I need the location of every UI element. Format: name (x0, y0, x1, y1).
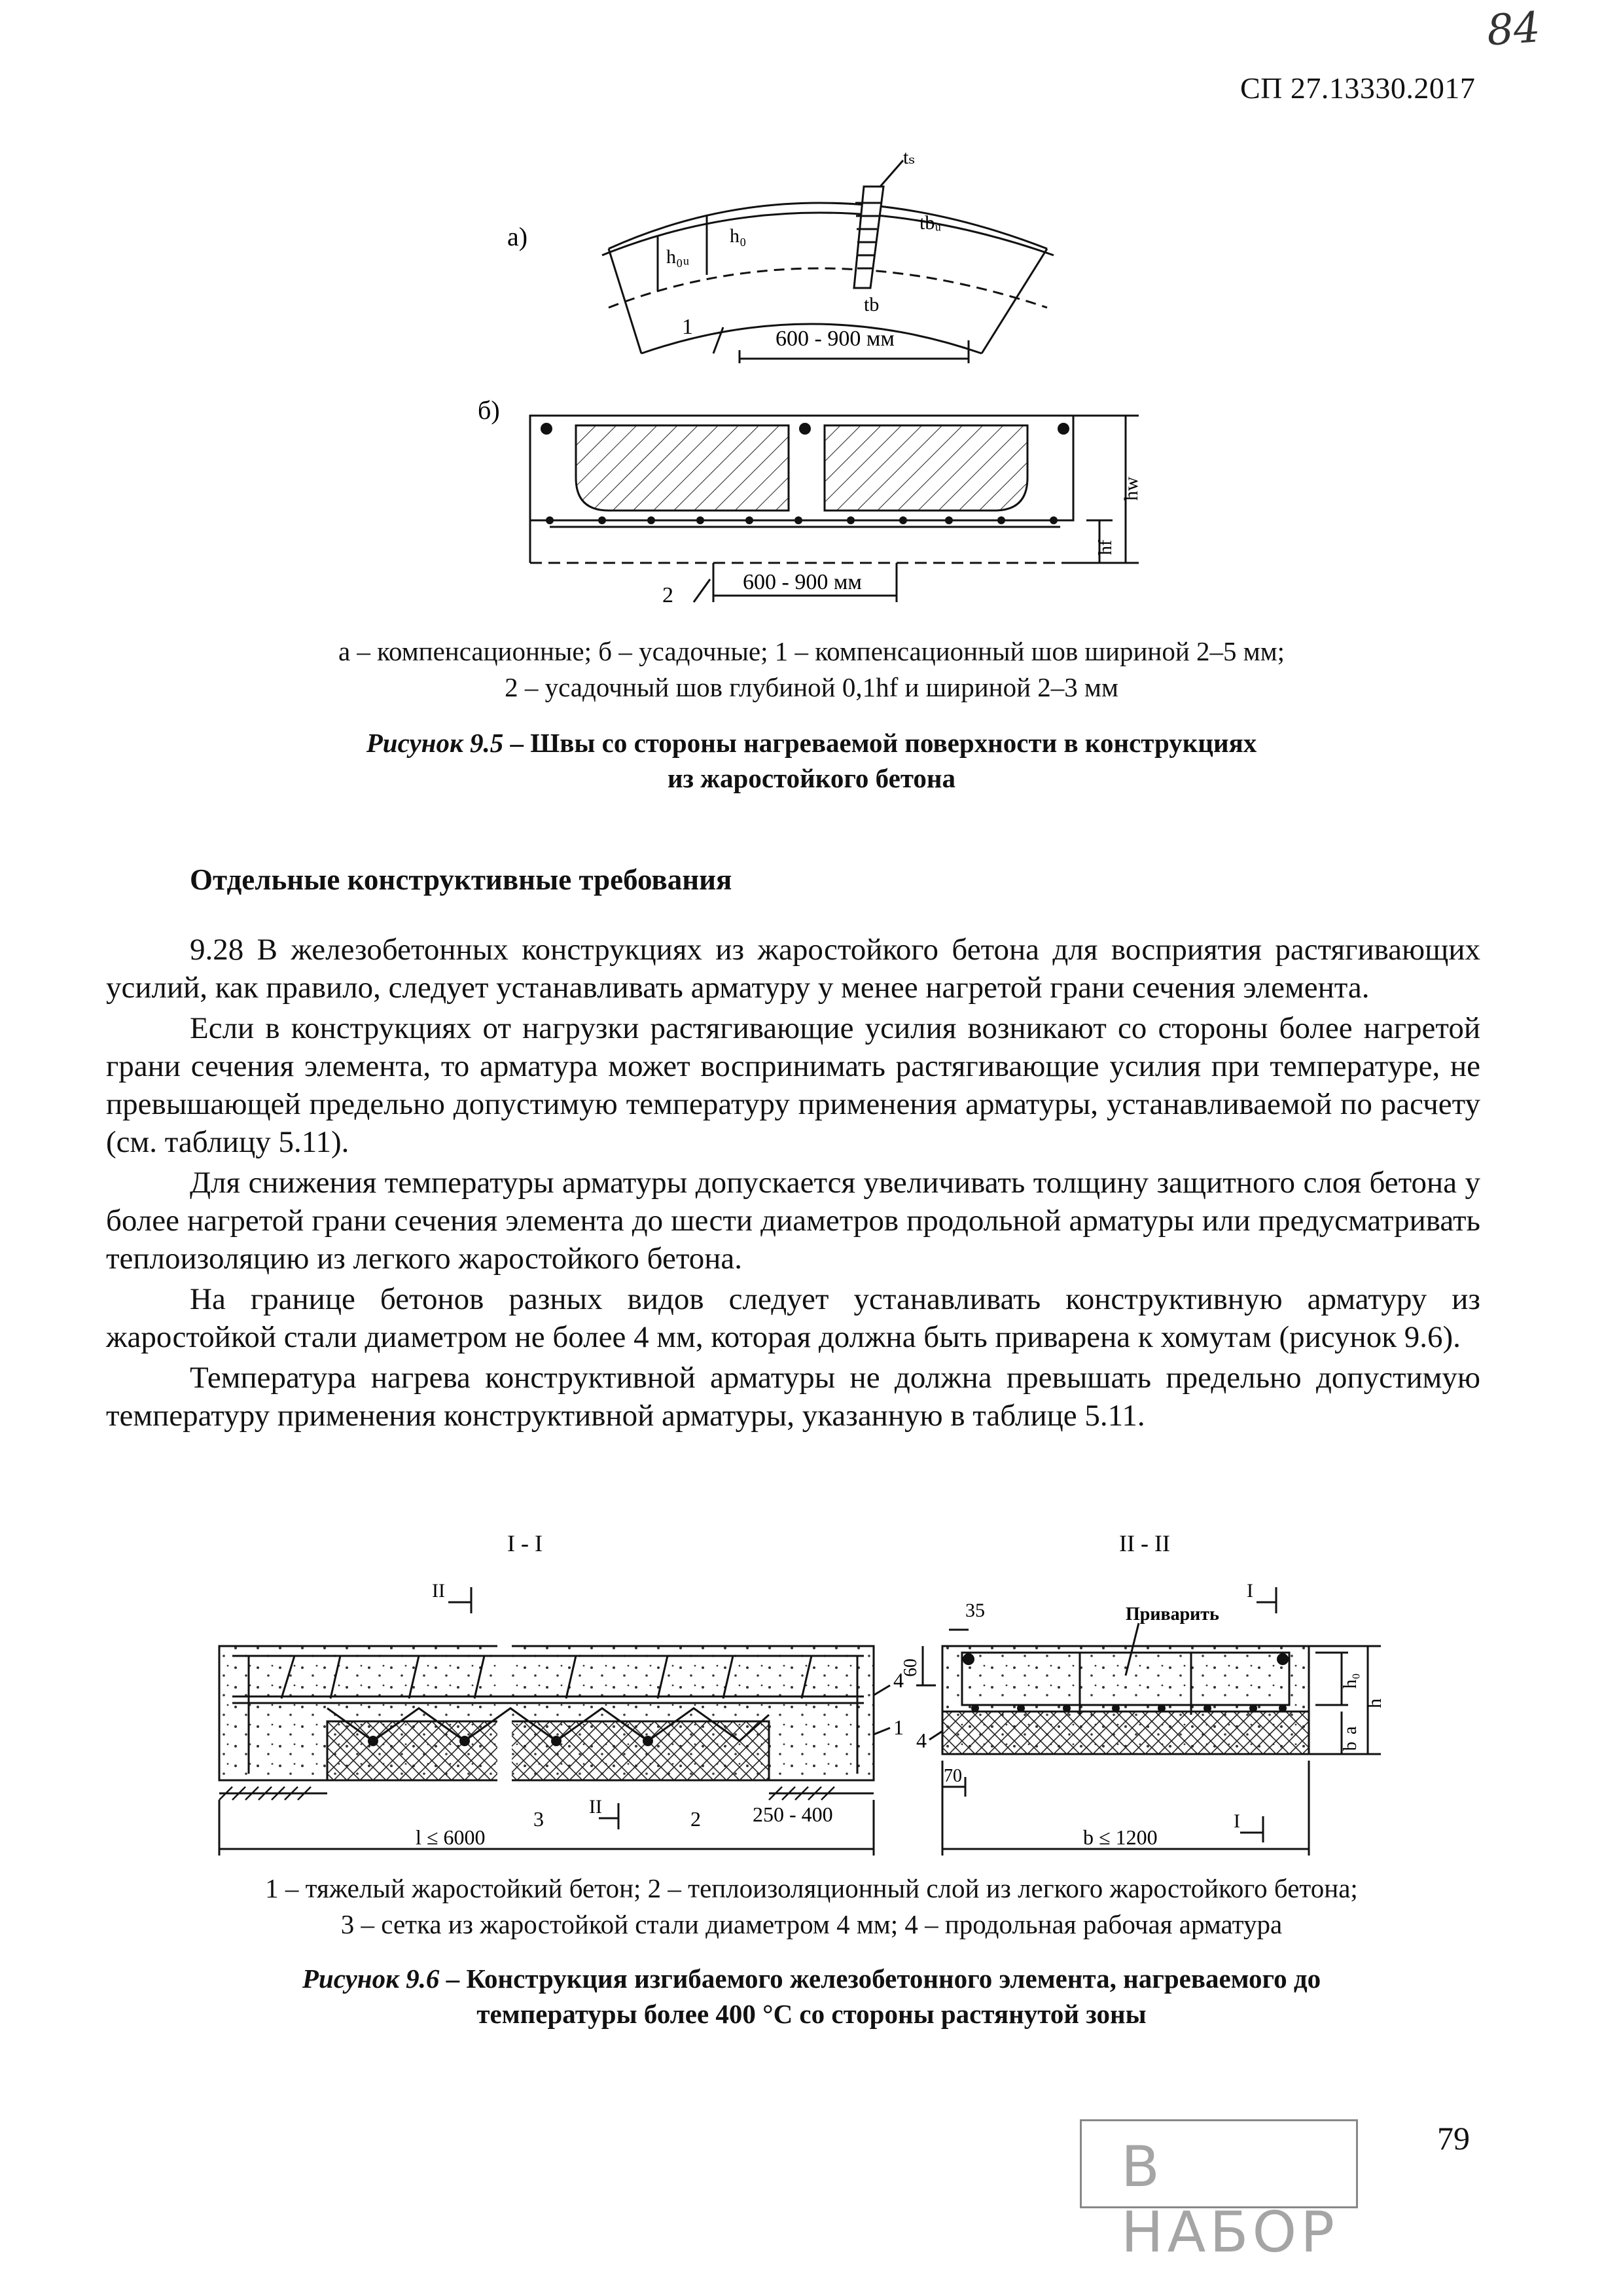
figure-9-5-drawing (478, 144, 1198, 615)
figure-9-5-legend (196, 634, 1427, 706)
section-II-II-label: II - II (1119, 1530, 1170, 1556)
dimension-support: 250 - 400 (753, 1803, 833, 1826)
document-code: СП 27.13330.2017 (1240, 71, 1476, 105)
legend-line: 2 – усадочный шов глубиной 0,1hf и шириной 2–3 мм (505, 672, 1118, 702)
handwritten-page-mark: 84 (1485, 3, 1542, 56)
callout-1: 1 (893, 1715, 904, 1739)
figure-9-6-legend (196, 1871, 1427, 1943)
figure-title-text: – Конструкция изгибаемого железобетонного элемента, нагреваемого до (439, 1964, 1321, 1994)
callout-4: 4 (893, 1668, 904, 1692)
label-h0: h₀ (730, 225, 747, 247)
weld-note: Приварить (1126, 1604, 1219, 1624)
section-I-I-label: I - I (507, 1530, 543, 1556)
label-b: b (1340, 1742, 1361, 1751)
paragraph: Если в конструкциях от нагрузки растягивающие усилия возникают со стороны более нагретой грани сечения элемента, то арматура может воспринимать растягивающие усилия при температуре, не превышающей предельно допустимую температуру применения арматуры, устанавливаемой по расчету (см. таблицу 5.11). (106, 1011, 1480, 1159)
page-number: 79 (1437, 2120, 1470, 2157)
figure-title-text: – Швы со стороны нагреваемой поверхности в конструкциях (503, 728, 1257, 758)
figure-title-text: температуры более 400 °С со стороны растянутой зоны (476, 1999, 1147, 2029)
cut-marker-I-bottom: I (1234, 1810, 1240, 1832)
dimension-b: 600 - 900 мм (743, 570, 862, 594)
callout-2: 2 (662, 583, 673, 607)
section-body (106, 931, 1480, 1437)
legend-line: а – компенсационные; б – усадочные; 1 – компенсационный шов шириной 2–5 мм; (338, 636, 1285, 666)
dimension-60: 60 (901, 1659, 921, 1677)
paragraph: Для снижения температуры арматуры допускается увеличивать толщину защитного слоя бетона у более нагретой грани сечения элемента до шести диаметров продольной арматуры или предусматривать теплоизоляцию из легкого жаростойкого бетона. (106, 1166, 1480, 1276)
label-hw: hw (1120, 476, 1142, 501)
section-II-II-beam (916, 1587, 1381, 1856)
cut-marker-II-top: II (432, 1580, 445, 1602)
label-h0u: h₀ᵤ (666, 246, 690, 268)
paragraph: 9.28 В железобетонных конструкциях из жаростойкого бетона для восприятия растягивающих усилий, как правило, следует устанавливать арматуру у менее нагретой грани сечения элемента. (106, 933, 1480, 1005)
paragraph: Температура нагрева конструктивной арматуры не должна превышать предельно допустимую температуру применения конструктивной арматуры, указанную в таблице 5.11. (106, 1361, 1480, 1433)
dimension-70: 70 (944, 1766, 962, 1786)
dimension-35: 35 (965, 1600, 985, 1621)
legend-line: 1 – тяжелый жаростойкий бетон; 2 – теплоизоляционный слой из легкого жаростойкого бетона; (265, 1873, 1358, 1903)
label-h: h (1364, 1698, 1385, 1708)
callout-2: 2 (690, 1807, 701, 1831)
print-stamp (1080, 2119, 1358, 2265)
label-a: a (1340, 1726, 1361, 1734)
label-tbu: tbᵤ (919, 212, 942, 234)
paragraph: На границе бетонов разных видов следует устанавливать конструктивную арматуру из жаростойкой стали диаметром не более 4 мм, которая должна быть приварена к хомутам (рисунок 9.6). (106, 1282, 1480, 1354)
dimension-length: l ≤ 6000 (416, 1825, 486, 1849)
cut-marker-I-top: I (1247, 1580, 1253, 1602)
label-h0: h₀ (1340, 1673, 1361, 1689)
label-hf: hf (1096, 539, 1116, 555)
figure-number: Рисунок 9.5 (366, 728, 504, 758)
cut-marker-II-bottom: II (589, 1796, 602, 1818)
figure-number: Рисунок 9.6 (302, 1964, 440, 1994)
callout-3: 3 (533, 1807, 544, 1831)
dimension-a: 600 - 900 мм (776, 327, 895, 351)
legend-line: 3 – сетка из жаростойкой стали диаметром 4 мм; 4 – продольная рабочая арматура (340, 1909, 1283, 1939)
section-heading: Отдельные конструктивные требования (190, 863, 732, 896)
figure-title-text: из жаростойкого бетона (667, 763, 956, 793)
panel-b-label: б) (478, 395, 500, 425)
callout-4-right: 4 (916, 1729, 927, 1752)
dimension-width: b ≤ 1200 (1083, 1825, 1158, 1849)
callout-1: 1 (682, 315, 693, 339)
panel-a-label: а) (507, 222, 528, 251)
figure-9-6-title (196, 1961, 1427, 2032)
stamp-text: В НАБОР (1121, 2134, 1339, 2265)
label-ts: tₛ (903, 147, 916, 168)
label-tb: tb (864, 294, 880, 315)
figure-9-5-title (196, 725, 1427, 796)
figure-9-6-drawing (209, 1525, 1453, 1859)
